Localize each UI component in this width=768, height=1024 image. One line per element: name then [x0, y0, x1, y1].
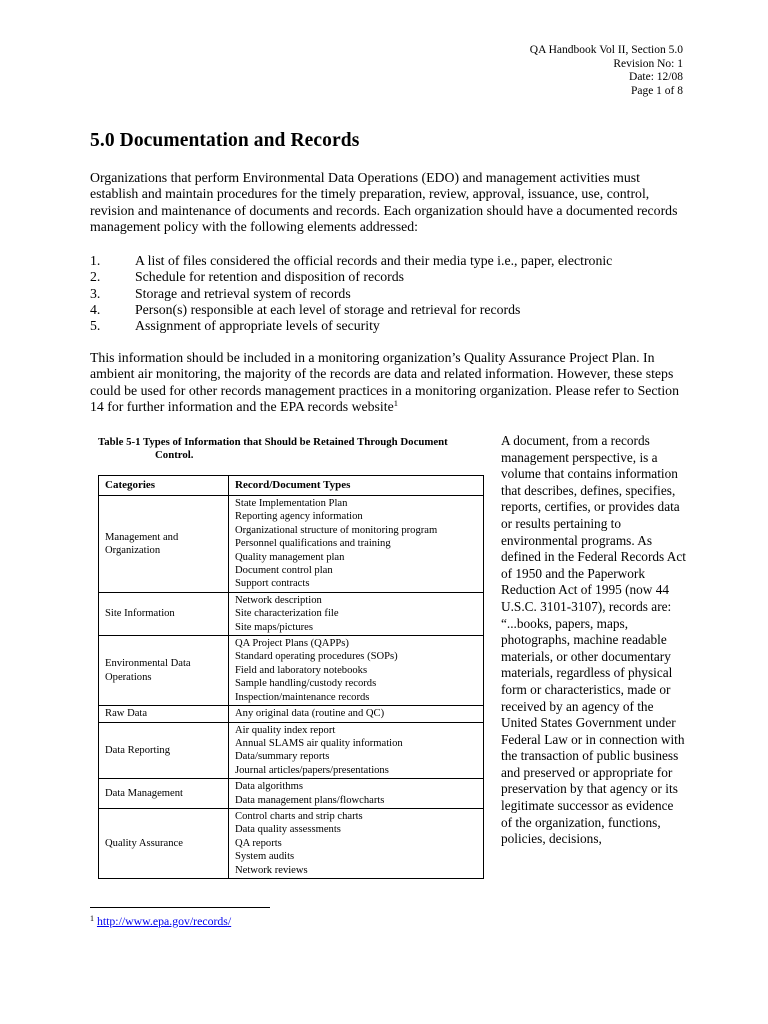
section-title: 5.0 Documentation and Records	[90, 130, 360, 151]
record-type: Network description	[235, 594, 322, 606]
record-type: Any original data (routine and QC)	[235, 708, 385, 720]
list-item	[90, 269, 682, 285]
record-type: Data algorithms	[235, 781, 303, 793]
record-type: Air quality index report	[235, 724, 336, 736]
list-item-text: A list of files considered the official records and their media type i.e., paper, electronic	[135, 253, 613, 268]
list-item-number: 3.	[90, 285, 101, 301]
header-revision: Revision No: 1	[613, 57, 683, 70]
category-cell: Management and Organization	[99, 496, 229, 593]
footnote	[90, 914, 231, 929]
list-item-number: 4.	[90, 301, 101, 317]
header-handbook-section: QA Handbook Vol II, Section 5.0	[529, 44, 683, 56]
record-type: Reporting agency information	[235, 511, 363, 523]
table-row	[99, 722, 484, 779]
footnote-divider	[90, 907, 270, 908]
category-cell: Data Management	[99, 779, 229, 809]
record-types-cell	[229, 706, 484, 722]
document-definition-text: A document, from a records management perspective, is a volume that contains information that describes, defines, specifies, reports, certifies, or provides data or results pertaining to environmental programs. As defined in the Federal Records Act of 1950 and the Paperwork Reduction Act of 1995 (now 44 U.S.C. 3101-3107), records are: “...books, papers, maps, photographs, machine readable materials, or other documentary materials, regardless of physical form or characteristics, made or received by an agency of the United States Government under Federal Law or in connection with the transaction of public business and preserved or appropriate for preservation by that agency or its legitimate successor as evidence of the organization, functions, policies, decisions,	[501, 433, 686, 847]
table-row	[99, 592, 484, 635]
category-cell: Quality Assurance	[99, 808, 229, 878]
list-item	[90, 286, 682, 302]
column-header-record-types: Record/Document Types	[229, 476, 484, 496]
table-header-row	[99, 476, 484, 496]
record-type: Journal articles/papers/presentations	[235, 764, 389, 776]
record-type: State Implementation Plan	[235, 498, 348, 509]
record-type: System audits	[235, 851, 295, 863]
table-row	[99, 496, 484, 593]
record-type: Sample handling/custody records	[235, 678, 377, 690]
list-item	[90, 302, 682, 318]
table-row	[99, 706, 484, 722]
list-item-number: 1.	[90, 253, 101, 268]
record-type: QA Project Plans (QAPPs)	[235, 638, 349, 650]
page-header	[530, 44, 683, 98]
record-types-cell	[229, 779, 484, 809]
qapp-paragraph	[90, 350, 682, 415]
record-type: Personnel qualifications and training	[235, 538, 391, 550]
category-cell: Data Reporting	[99, 722, 229, 779]
epa-records-link[interactable]: http://www.epa.gov/records/	[96, 914, 232, 928]
category-cell: Environmental Data Operations	[99, 636, 229, 706]
table-caption-line1: Table 5-1 Types of Information that Should be Retained Through Document	[98, 436, 448, 448]
records-policy-elements-list	[90, 253, 682, 334]
list-item-text: Assignment of appropriate levels of security	[135, 318, 380, 334]
record-type: Document control plan	[235, 565, 333, 577]
table-caption-line2: Control.	[155, 449, 194, 461]
table-caption	[98, 436, 478, 462]
header-page-number: Page 1 of 8	[630, 84, 683, 97]
record-type: Organizational structure of monitoring program	[235, 524, 438, 536]
record-type: Control charts and strip charts	[235, 810, 363, 822]
record-type: Site characterization file	[235, 608, 339, 620]
intro-paragraph: Organizations that perform Environmental Data Operations (EDO) and management activities must establish and maintain procedures for the timely preparation, review, approval, issuance, use, control, revision and maintenance of documents and records. Each organization should have a documented records management policy with the following elements addressed:	[90, 170, 678, 234]
record-types-cell	[229, 592, 484, 635]
table-row	[99, 636, 484, 706]
list-item-text: Storage and retrieval system of records	[135, 285, 351, 301]
category-cell: Raw Data	[99, 706, 229, 722]
record-type: Data quality assessments	[235, 824, 341, 836]
record-type: Quality management plan	[235, 551, 345, 563]
qapp-paragraph-text: This information should be included in a monitoring organization’s Quality Assurance Project Plan. In ambient air monitoring, the majority of the records are data and related information. However, these steps could be used for other records management practices in a monitoring organization. Please refer to Section 14 for further information and the EPA records website	[90, 350, 679, 414]
record-type: Site maps/pictures	[235, 621, 313, 633]
record-type: Inspection/maintenance records	[235, 691, 370, 703]
table-row	[99, 808, 484, 878]
list-item-text: Person(s) responsible at each level of storage and retrieval for records	[135, 301, 521, 317]
record-type: QA reports	[235, 837, 282, 849]
record-type: Field and laboratory notebooks	[235, 664, 368, 676]
list-item	[90, 253, 682, 269]
record-type: Support contracts	[235, 578, 310, 590]
list-item-text: Schedule for retention and disposition of records	[135, 269, 404, 285]
records-types-table	[98, 475, 484, 879]
header-date: Date: 12/08	[629, 71, 683, 83]
record-types-cell	[229, 636, 484, 706]
list-item	[90, 318, 682, 334]
record-type: Data/summary reports	[235, 751, 330, 763]
record-type: Annual SLAMS air quality information	[235, 737, 403, 749]
record-type: Standard operating procedures (SOPs)	[235, 651, 398, 663]
column-header-categories: Categories	[99, 476, 229, 496]
list-item-number: 2.	[90, 269, 101, 285]
record-type: Network reviews	[235, 864, 308, 876]
record-types-cell	[229, 496, 484, 593]
footnote-mark: 1	[90, 914, 94, 923]
table-row	[99, 779, 484, 809]
category-cell: Site Information	[99, 592, 229, 635]
footnote-reference[interactable]: 1	[393, 397, 398, 408]
record-types-cell	[229, 722, 484, 779]
list-item-number: 5.	[90, 318, 101, 334]
record-types-cell	[229, 808, 484, 878]
record-type: Data management plans/flowcharts	[235, 794, 385, 806]
